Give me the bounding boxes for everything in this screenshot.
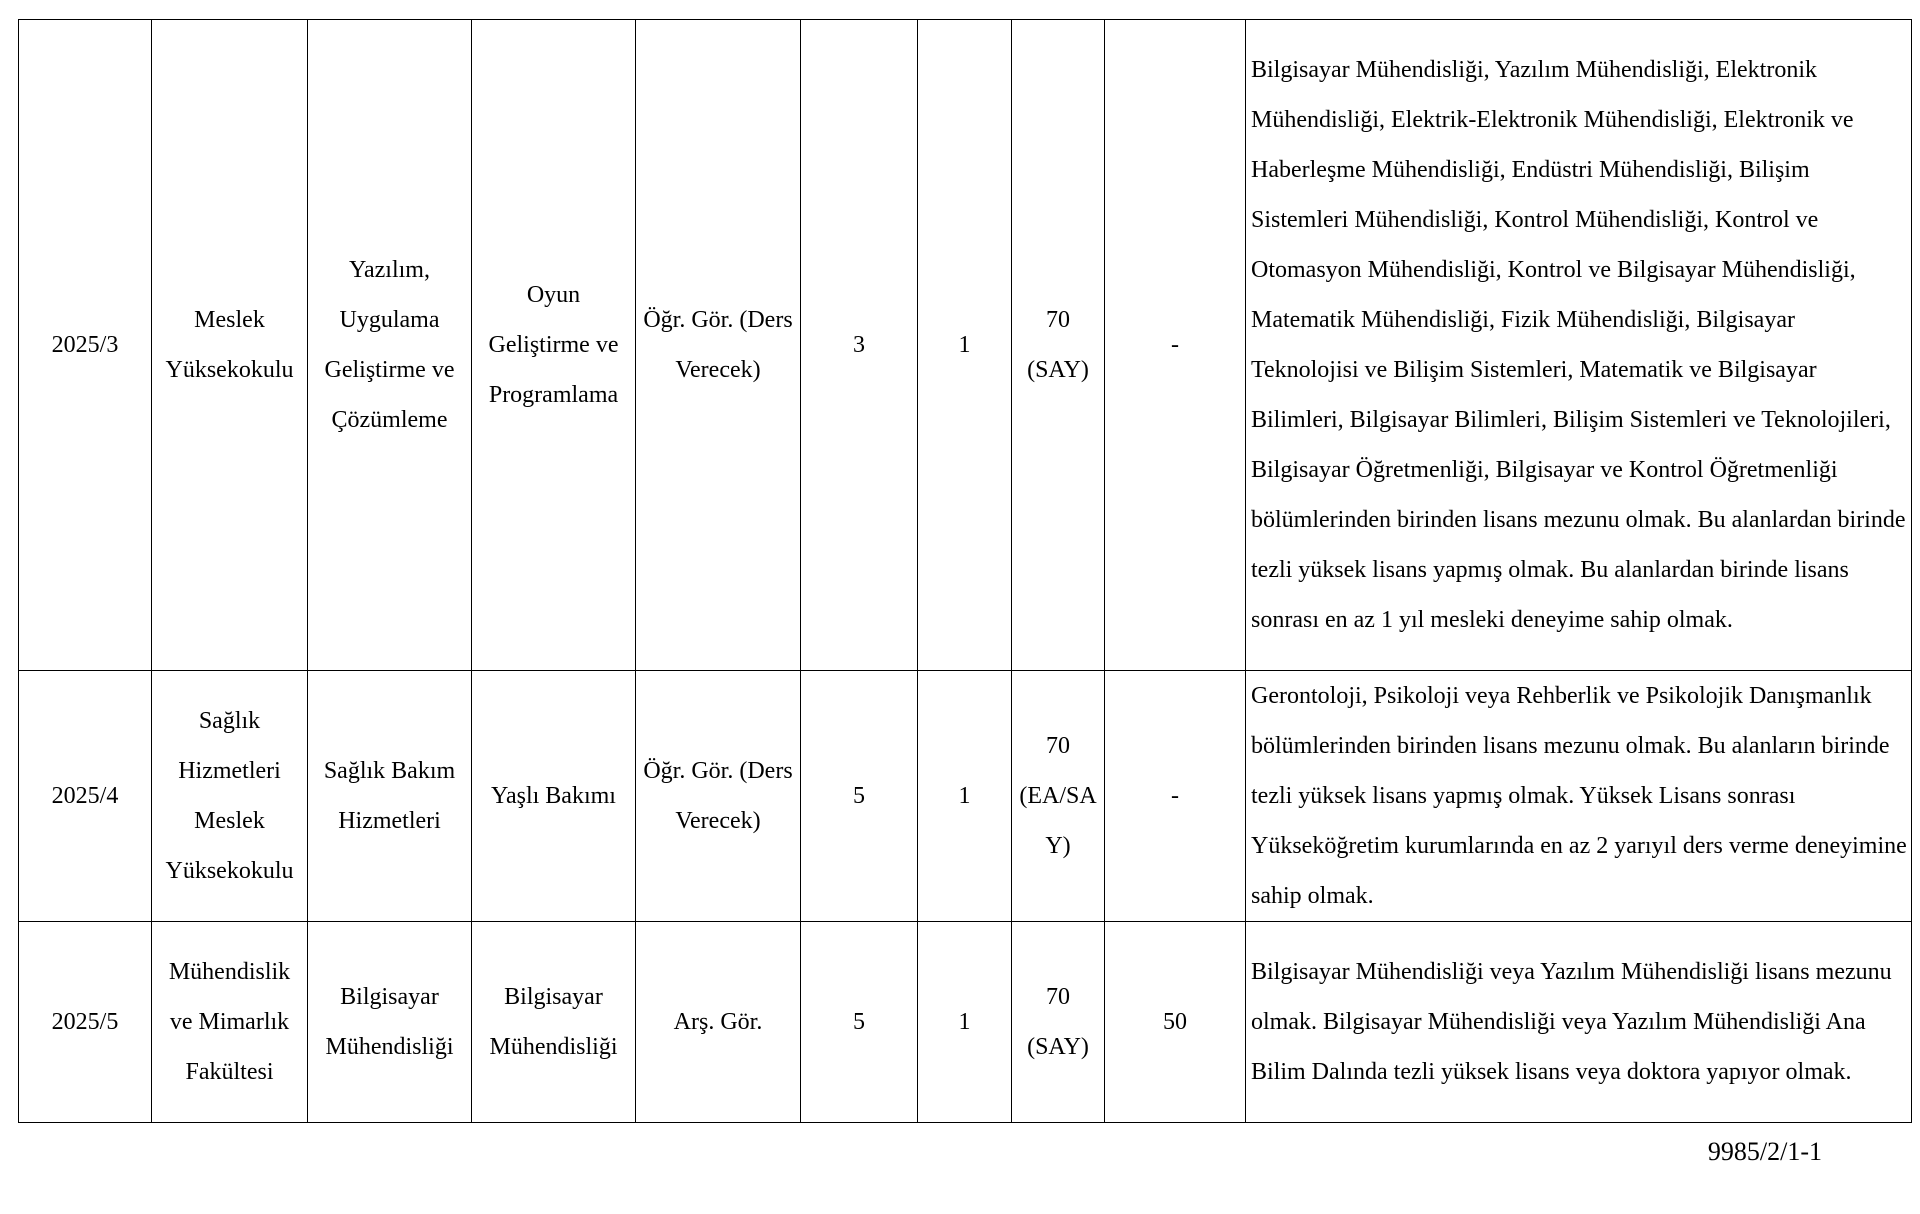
program-name: Bilgisayar Mühendisliği: [472, 922, 636, 1123]
program-name: Yaşlı Bakımı: [472, 671, 636, 922]
staff-title: Öğr. Gör. (Ders Verecek): [636, 671, 801, 922]
staff-title: Öğr. Gör. (Ders Verecek): [636, 20, 801, 671]
position-count: 1: [918, 20, 1012, 671]
position-count: 1: [918, 922, 1012, 1123]
degree-value: 3: [801, 20, 918, 671]
foreign-language-score: -: [1105, 671, 1246, 922]
foreign-language-score: 50: [1105, 922, 1246, 1123]
table-row: [19, 20, 1912, 671]
position-code: 2025/3: [19, 20, 152, 671]
department-name: Bilgisayar Mühendisliği: [308, 922, 472, 1123]
requirements-text: Gerontoloji, Psikoloji veya Rehberlik ve Psikolojik Danışmanlık bölümlerinden birinden lisans mezunu olmak. Bu alanların birinde tezli yüksek lisans yapmış olmak. Yüksek Lisans sonrası Yükseköğretim kurumlarında en az 2 yarıyıl ders verme deneyimine sahip olmak.: [1246, 671, 1912, 922]
ales-score: 70 (SAY): [1012, 922, 1105, 1123]
table-row: [19, 671, 1912, 922]
page-number: 9985/2/1-1: [1707, 1137, 1822, 1166]
staff-title: Arş. Gör.: [636, 922, 801, 1123]
ales-score: 70 (SAY): [1012, 20, 1105, 671]
department-name: Yazılım, Uygulama Geliştirme ve Çözümleme: [308, 20, 472, 671]
table-row: [19, 922, 1912, 1123]
ales-score: 70 (EA/SAY): [1012, 671, 1105, 922]
requirements-text: Bilgisayar Mühendisliği veya Yazılım Mühendisliği lisans mezunu olmak. Bilgisayar Mühendisliği veya Yazılım Mühendisliği Ana Bilim Dalında tezli yüksek lisans veya doktora yapıyor olmak.: [1246, 922, 1912, 1123]
position-count: 1: [918, 671, 1012, 922]
position-code: 2025/5: [19, 922, 152, 1123]
unit-name: Meslek Yüksekokulu: [152, 20, 308, 671]
degree-value: 5: [801, 671, 918, 922]
foreign-language-score: -: [1105, 20, 1246, 671]
unit-name: Mühendislik ve Mimarlık Fakültesi: [152, 922, 308, 1123]
unit-name: Sağlık Hizmetleri Meslek Yüksekokulu: [152, 671, 308, 922]
degree-value: 5: [801, 922, 918, 1123]
requirements-text: Bilgisayar Mühendisliği, Yazılım Mühendisliği, Elektronik Mühendisliği, Elektrik-Elektronik Mühendisliği, Elektronik ve Haberleşme Mühendisliği, Endüstri Mühendisliği, Bilişim Sistemleri Mühendisliği, Kontrol Mühendisliği, Kontrol ve Otomasyon Mühendisliği, Kontrol ve Bilgisayar Mühendisliği, Matematik Mühendisliği, Fizik Mühendisliği, Bilgisayar Teknolojisi ve Bilişim Sistemleri, Matematik ve Bilgisayar Bilimleri, Bilgisayar Bilimleri, Bilişim Sistemleri ve Teknolojileri, Bilgisayar Öğretmenliği, Bilgisayar ve Kontrol Öğretmenliği bölümlerinden birinden lisans mezunu olmak. Bu alanlardan birinde tezli yüksek lisans yapmış olmak. Bu alanlardan birinde lisans sonrası en az 1 yıl mesleki deneyime sahip olmak.: [1246, 20, 1912, 671]
position-code: 2025/4: [19, 671, 152, 922]
program-name: Oyun Geliştirme ve Programlama: [472, 20, 636, 671]
position-table: [18, 19, 1912, 1123]
department-name: Sağlık Bakım Hizmetleri: [308, 671, 472, 922]
